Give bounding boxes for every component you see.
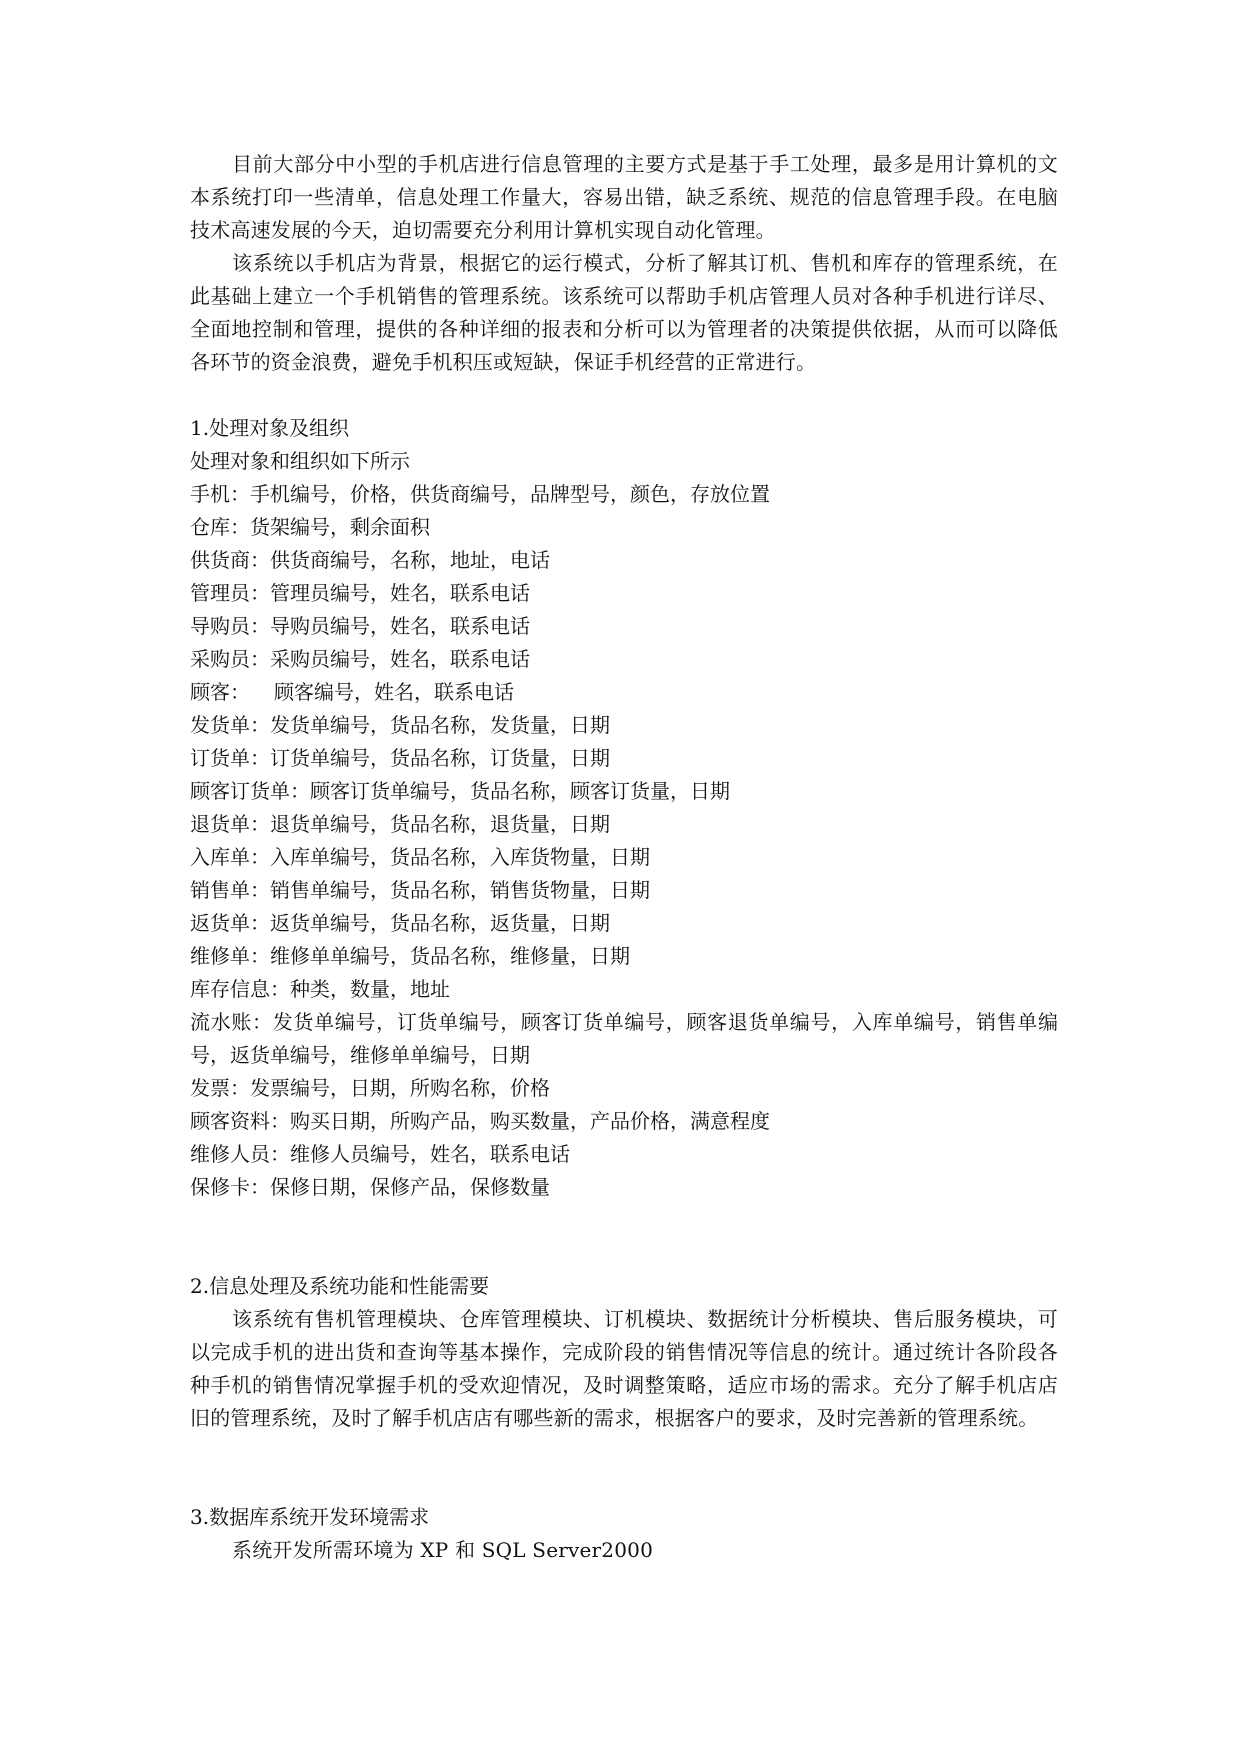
object-line-invoice: 发票：发票编号，日期，所购名称，价格	[190, 1076, 550, 1100]
object-line-return-note: 退货单：退货单编号，货品名称，退货量，日期	[190, 812, 610, 836]
spacer	[190, 1435, 1058, 1501]
section-1-heading: 1.处理对象及组织	[190, 416, 350, 440]
section-2-paragraph: 该系统有售机管理模块、仓库管理模块、订机模块、数据统计分析模块、售后服务模块，可以完成手机的进出货和查询等基本操作，完成阶段的销售情况等信息的统计。通过统计各阶段各种手机的销售情况掌握手机的受欢迎情况，及时调整策略，适应市场的需求。充分了解手机店店旧的管理系统，及时了解手机店店有哪些新的需求，根据客户的要求，及时完善新的管理系统。	[190, 1307, 1058, 1430]
object-line-ledger: 流水账：发货单编号，订货单编号，顾客订货单编号，顾客退货单编号，入库单编号，销售单编号，返货单编号，维修单单编号，日期	[190, 1010, 1058, 1067]
section-2-heading: 2.信息处理及系统功能和性能需要	[190, 1274, 490, 1298]
object-line-customer-profile: 顾客资料：购买日期，所购产品，购买数量，产品价格，满意程度	[190, 1109, 770, 1133]
object-line-supplier: 供货商：供货商编号，名称，地址，电话	[190, 548, 550, 572]
object-line-admin: 管理员：管理员编号，姓名，联系电话	[190, 581, 530, 605]
intro-paragraph-1: 目前大部分中小型的手机店进行信息管理的主要方式是基于手工处理，最多是用计算机的文本系统打印一些清单，信息处理工作量大，容易出错，缺乏系统、规范的信息管理手段。在电脑技术高速发展的今天，迫切需要充分利用计算机实现自动化管理。	[190, 152, 1058, 242]
object-line-order-note: 订货单：订货单编号，货品名称，订货量，日期	[190, 746, 610, 770]
section-1-intro: 处理对象和组织如下所示	[190, 449, 410, 473]
object-line-repair-note: 维修单：维修单单编号，货品名称，维修量，日期	[190, 944, 630, 968]
object-line-return-goods-note: 返货单：返货单编号，货品名称，返货量，日期	[190, 911, 610, 935]
spacer	[190, 379, 1058, 412]
object-line-stock-in-note: 入库单：入库单编号，货品名称，入库货物量，日期	[190, 845, 650, 869]
object-line-customer	[190, 676, 1058, 709]
customer-label: 顾客：	[190, 680, 250, 704]
object-line-warehouse: 仓库：货架编号，剩余面积	[190, 515, 430, 539]
object-line-delivery-note: 发货单：发货单编号，货品名称，发货量，日期	[190, 713, 610, 737]
intro-paragraph-2: 该系统以手机店为背景，根据它的运行模式，分析了解其订机、售机和库存的管理系统，在此基础上建立一个手机销售的管理系统。该系统可以帮助手机店管理人员对各种手机进行详尽、全面地控制和管理，提供的各种详细的报表和分析可以为管理者的决策提供依据，从而可以降低各环节的资金浪费，避免手机积压或短缺，保证手机经营的正常进行。	[190, 251, 1058, 374]
object-line-sales-note: 销售单：销售单编号，货品名称，销售货物量，日期	[190, 878, 650, 902]
section-3-paragraph: 系统开发所需环境为 XP 和 SQL Server2000	[232, 1538, 653, 1562]
section-3-heading: 3.数据库系统开发环境需求	[190, 1505, 430, 1529]
object-line-customer-order: 顾客订货单：顾客订货单编号，货品名称，顾客订货量，日期	[190, 779, 730, 803]
object-line-buyer: 采购员：采购员编号，姓名，联系电话	[190, 647, 530, 671]
object-line-inventory: 库存信息：种类，数量，地址	[190, 977, 450, 1001]
object-line-phone: 手机：手机编号，价格，供货商编号，品牌型号，颜色，存放位置	[190, 482, 770, 506]
object-line-repair-staff: 维修人员：维修人员编号，姓名，联系电话	[190, 1142, 570, 1166]
document-body	[190, 148, 1058, 1567]
object-line-guide: 导购员：导购员编号，姓名，联系电话	[190, 614, 530, 638]
object-line-warranty-card: 保修卡：保修日期，保修产品，保修数量	[190, 1175, 550, 1199]
spacer	[190, 1204, 1058, 1270]
customer-fields: 顾客编号，姓名，联系电话	[274, 680, 514, 704]
